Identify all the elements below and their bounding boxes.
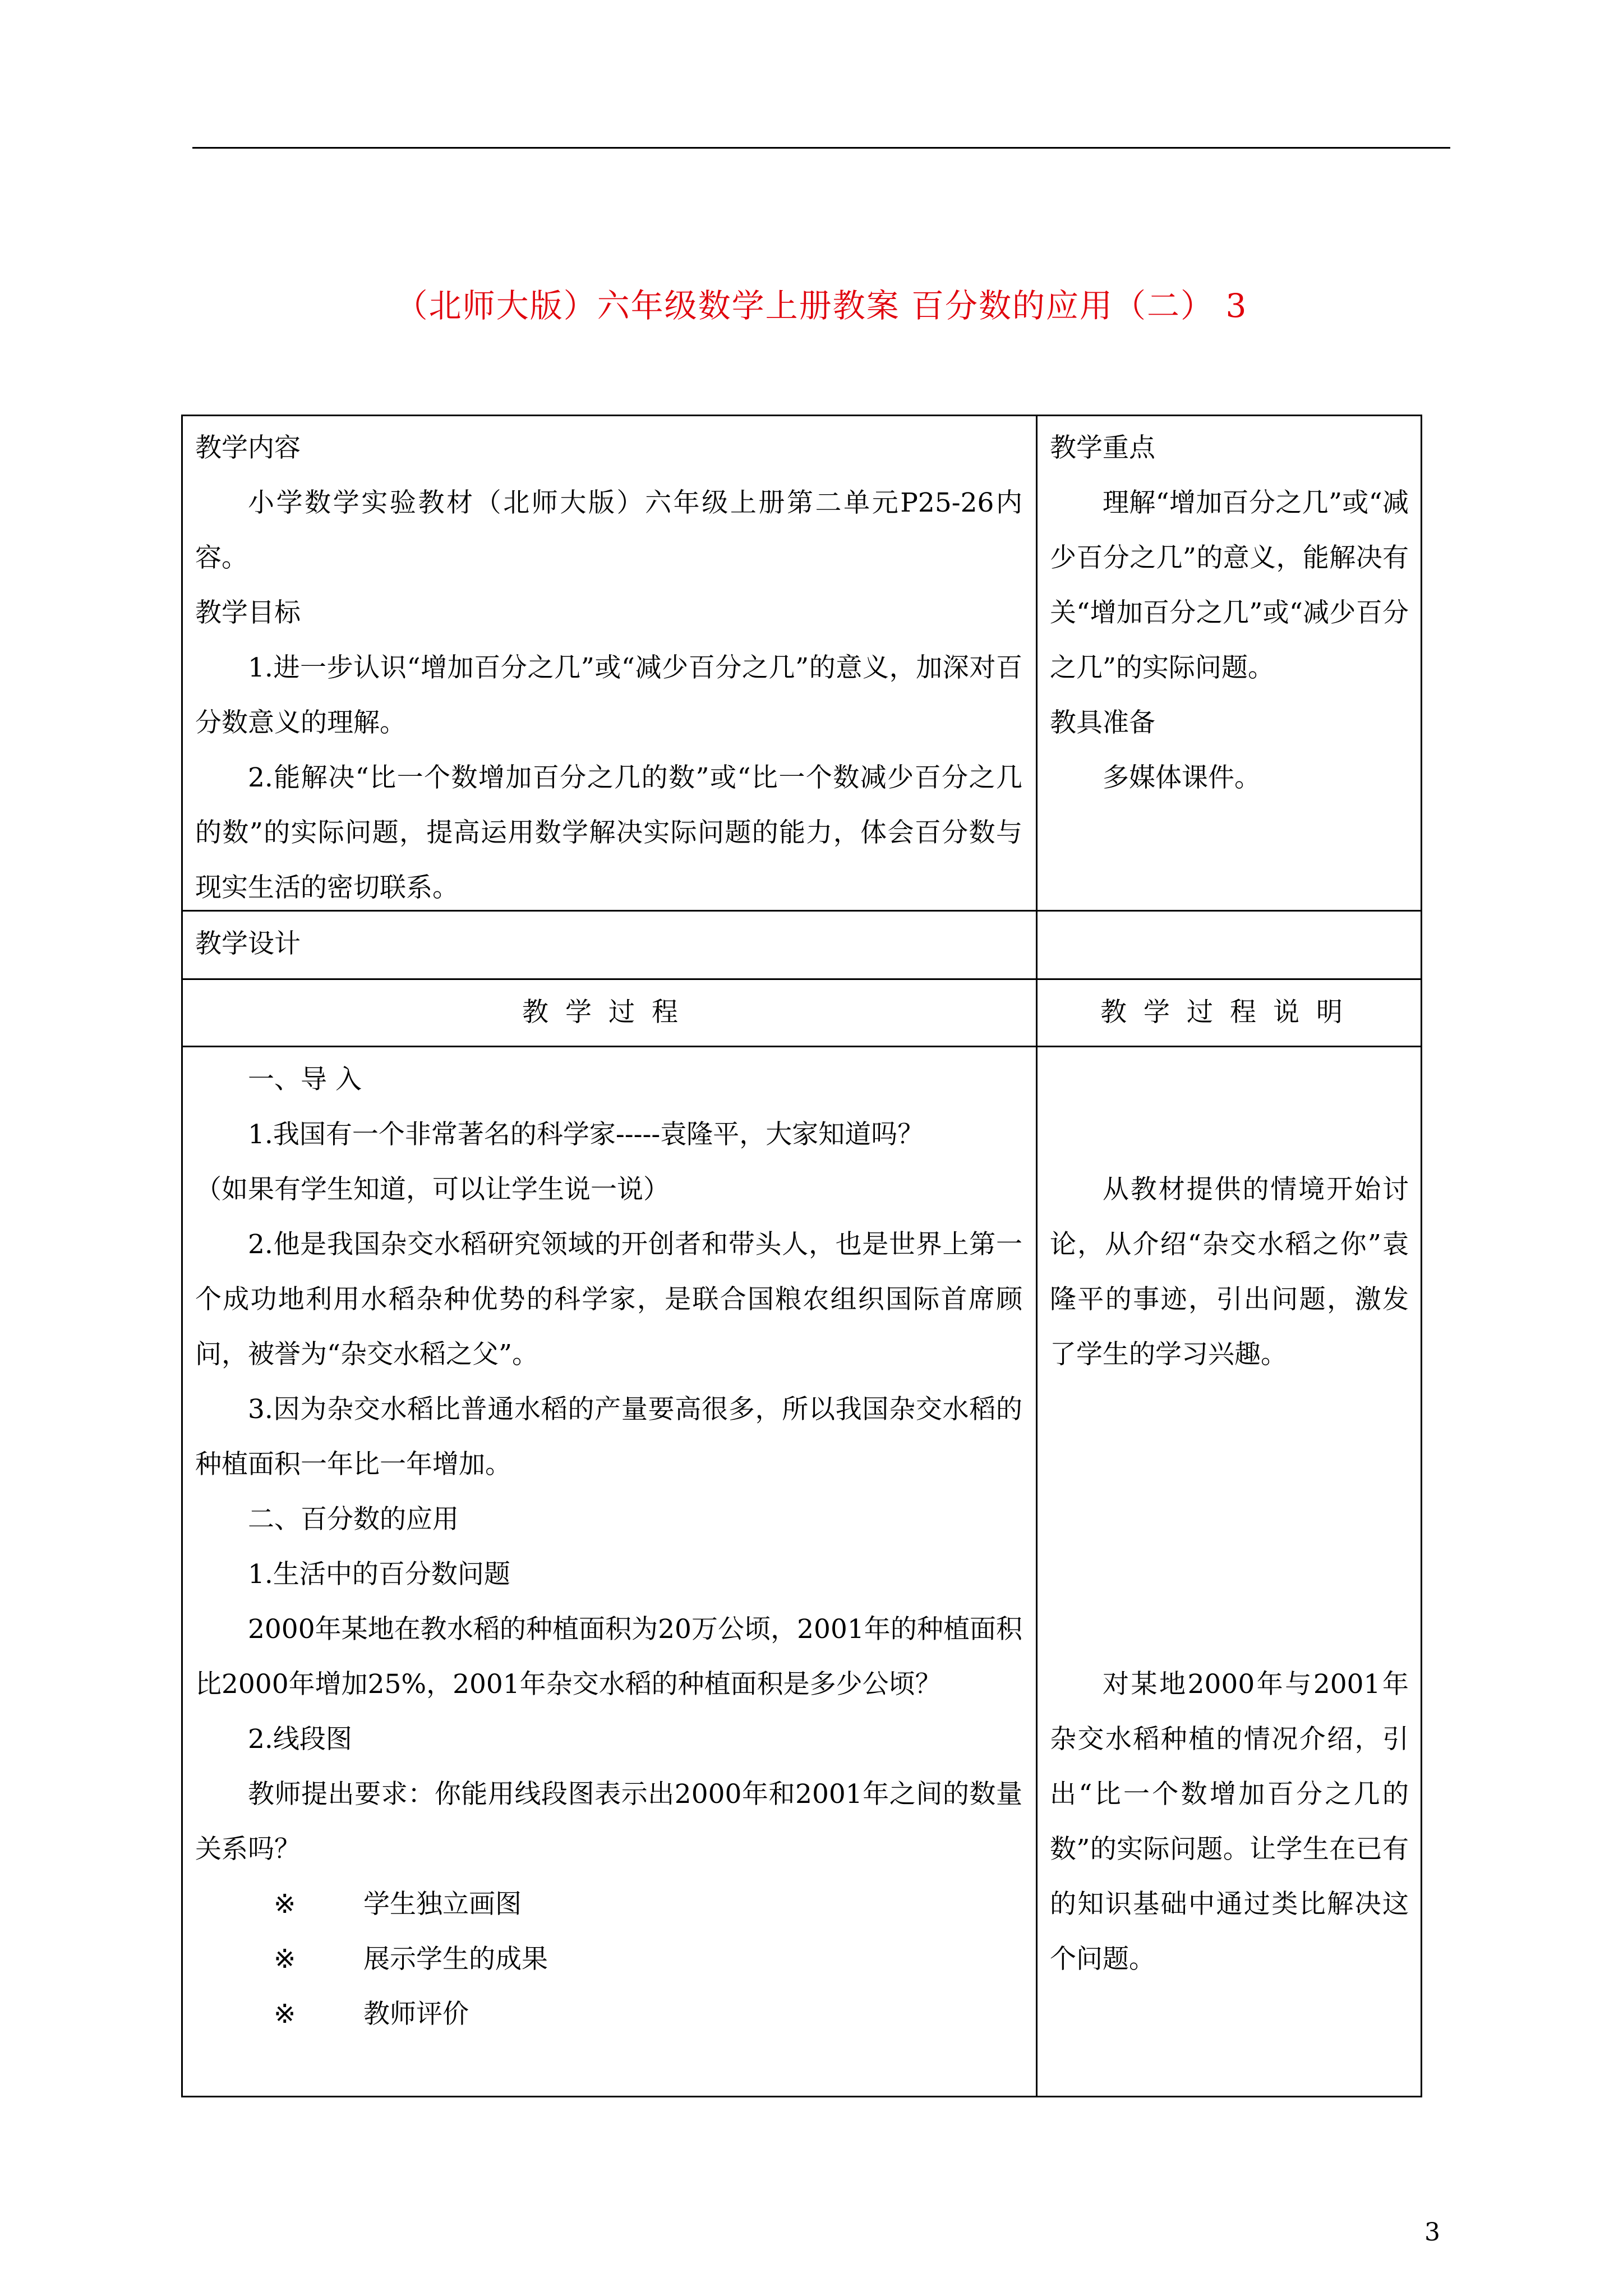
reference-mark-icon: ※ <box>274 1999 296 2030</box>
column-divider <box>1036 415 1038 2097</box>
step-item <box>195 1877 1022 1932</box>
content-text: 小学数学实验教材（北师大版）六年级上册第二单元P25-26内容。 <box>195 487 1022 573</box>
process-cell <box>195 1052 1022 2042</box>
step-item <box>195 1932 1022 1987</box>
step-item <box>195 1987 1022 2042</box>
intro-heading: 一、导 入 <box>248 1064 362 1095</box>
goals-heading: 教学目标 <box>195 597 301 628</box>
process-p3: 3.因为杂交水稻比普通水稻的产量要高很多，所以我国杂交水稻的种植面积一年比一年增加。 <box>195 1394 1022 1480</box>
row-divider-3 <box>181 1046 1422 1047</box>
step-text: 学生独立画图 <box>363 1889 522 1920</box>
content-goals-cell <box>195 421 1022 915</box>
teacher-requirement: 教师提出要求：你能用线段图表示出2000年和2001年之间的数量关系吗？ <box>195 1779 1022 1865</box>
design-cell <box>195 917 1022 972</box>
focus-heading: 教学重点 <box>1050 432 1155 463</box>
application-1: 1.生活中的百分数问题 <box>248 1559 510 1590</box>
explanation-2: 对某地2000年与2001年杂交水稻种植的情况介绍，引出“比一个数增加百分之几的数”的实际问题。让学生在已有的知识基础中通过类比解决这个问题。 <box>1050 1669 1409 1975</box>
content-heading: 教学内容 <box>195 432 301 463</box>
focus-text: 理解“增加百分之几”或“减少百分之几”的意义，能解决有关“增加百分之几”或“减少百分之几”的实际问题。 <box>1050 487 1409 683</box>
problem-text: 2000年某地在教水稻的种植面积为20万公顷，2001年的种植面积比2000年增加25%，2001年杂交水稻的种植面积是多少公顷？ <box>195 1614 1022 1700</box>
goal-2: 2.能解决“比一个数增加百分之几的数”或“比一个数减少百分之几的数”的实际问题，提高运用数学解决实际问题的能力，体会百分数与现实生活的密切联系。 <box>195 762 1022 903</box>
process-p1-note: （如果有学生知道，可以让学生说一说） <box>195 1174 670 1205</box>
reference-mark-icon: ※ <box>274 1889 296 1920</box>
process-p2: 2.他是我国杂交水稻研究领域的开创者和带头人，也是世界上第一个成功地利用水稻杂种优势的科学家，是联合国粮农组织国际首席顾问，被誉为“杂交水稻之父”。 <box>195 1229 1022 1370</box>
header-rule <box>192 147 1450 149</box>
tools-heading: 教具准备 <box>1050 707 1155 738</box>
page-title: （北师大版）六年级数学上册教案 百分数的应用（二） 3 <box>395 287 1248 325</box>
explanation-1: 从教材提供的情境开始讨论，从介绍“杂交水稻之你”袁隆平的事迹，引出问题，激发了学生的学习兴趣。 <box>1050 1174 1409 1370</box>
goal-1: 1.进一步认识“增加百分之几”或“减少百分之几”的意义，加深对百分数意义的理解。 <box>195 652 1022 738</box>
step-text: 展示学生的成果 <box>363 1944 548 1975</box>
explanation-column-header: 教学过程说明 <box>1100 997 1359 1028</box>
step-text: 教师评价 <box>363 1999 469 2030</box>
page-number: 3 <box>1424 2218 1440 2247</box>
application-heading: 二、百分数的应用 <box>248 1504 459 1535</box>
design-heading: 教学设计 <box>195 928 301 959</box>
process-column-header: 教学过程 <box>522 997 695 1028</box>
tools-text: 多媒体课件。 <box>1103 762 1261 793</box>
application-2: 2.线段图 <box>248 1724 352 1755</box>
row-divider-2 <box>181 978 1422 980</box>
process-p1: 1.我国有一个非常著名的科学家-----袁隆平，大家知道吗？ <box>248 1119 924 1150</box>
reference-mark-icon: ※ <box>274 1944 296 1975</box>
focus-tools-cell <box>1050 421 1409 806</box>
